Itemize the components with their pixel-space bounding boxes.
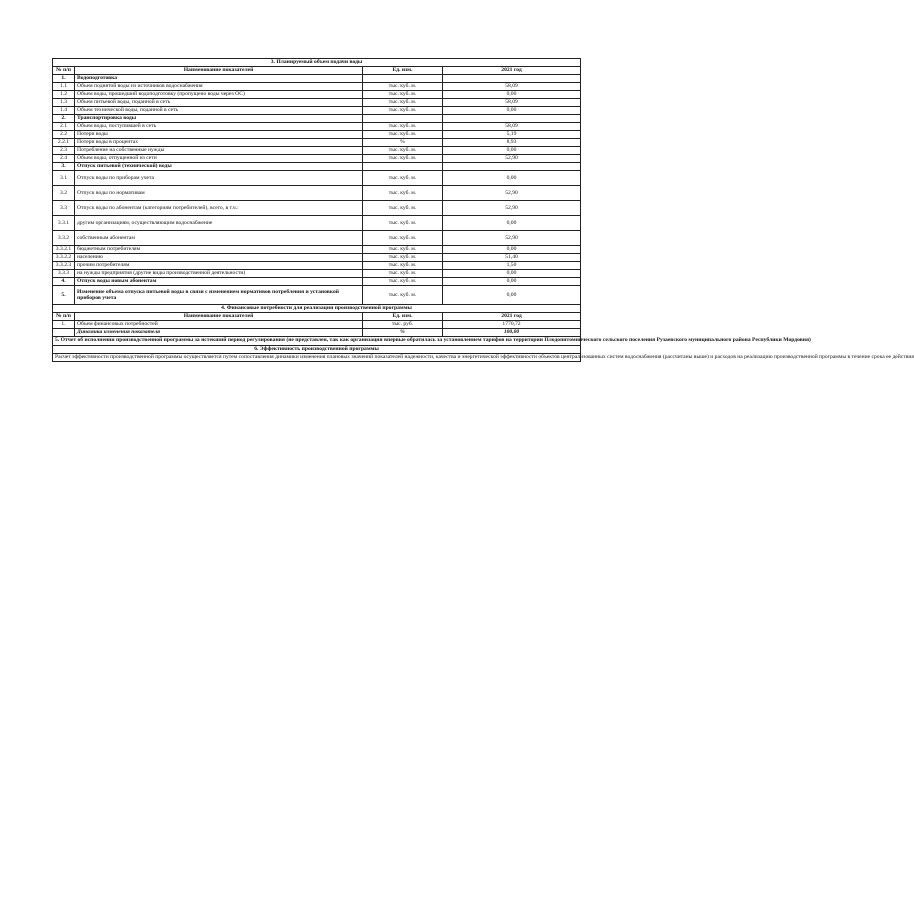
table-row: [53, 155, 581, 163]
row-number: 3.3.3: [53, 270, 75, 278]
section3-title: 3. Планируемый объем подачи воды: [53, 59, 581, 67]
row-unit: тыс. куб. м.: [363, 270, 443, 278]
row-indicator-name: на нужды предприятия (другие виды производственной деятельности): [75, 270, 363, 278]
header-value: 2021 год: [443, 313, 581, 321]
row-indicator-name: собственным абонентам: [75, 231, 363, 246]
row-value: 8,93: [443, 139, 581, 147]
row-indicator-name: Отпуск воды по нормативам: [75, 186, 363, 201]
table-row: [53, 186, 581, 201]
header-value: 2021 год: [443, 67, 581, 75]
row-value: 52,90: [443, 186, 581, 201]
row-unit: тыс. куб. м.: [363, 171, 443, 186]
row-unit: тыс. куб. м.: [363, 131, 443, 139]
row-value: 58,09: [443, 99, 581, 107]
table-row: [53, 270, 581, 278]
row-indicator-name: Объем воды, прошедший водоподготовку (пропущено воды через ОС): [75, 91, 363, 99]
table-row: [53, 262, 581, 270]
table-row: [53, 83, 581, 91]
row-unit: тыс. куб. м.: [363, 99, 443, 107]
table-row: [53, 99, 581, 107]
header-num: № п/п: [53, 313, 75, 321]
row-indicator-name: бюджетным потребителям: [75, 246, 363, 254]
row-indicator-name: населению: [75, 254, 363, 262]
row-value: 0,00: [443, 216, 581, 231]
row-indicator-name: Транспортировка воды: [75, 115, 363, 123]
row-indicator-name: прочим потребителям: [75, 262, 363, 270]
row-value: 0,00: [443, 171, 581, 186]
row-number: 2.3: [53, 147, 75, 155]
table-row: [53, 131, 581, 139]
water-supply-table: [52, 58, 914, 362]
row-indicator-name: другим организациям, осуществляющим водоснабжение: [75, 216, 363, 231]
table-row: [53, 123, 581, 131]
row-number: 3.3: [53, 201, 75, 216]
row-value: 0,00: [443, 278, 581, 286]
row-unit: тыс. куб. м.: [363, 123, 443, 131]
row-unit: %: [363, 139, 443, 147]
row-indicator-name: Потери воды: [75, 131, 363, 139]
row-unit: тыс. куб. м.: [363, 186, 443, 201]
row-value: 52,90: [443, 231, 581, 246]
row-number: 2.1: [53, 123, 75, 131]
row-value: [443, 163, 581, 171]
row-number: 3.3.2.3: [53, 262, 75, 270]
row-unit: тыс. куб. м.: [363, 155, 443, 163]
row-indicator-name: Объем воды, поступившей в сеть: [75, 123, 363, 131]
table-row: [53, 107, 581, 115]
section4-title: 4. Финансовые потребности для реализации производственной программы: [53, 305, 581, 313]
row-value: 1,50: [443, 262, 581, 270]
row-unit: [363, 163, 443, 171]
row-value: [443, 75, 581, 83]
row-indicator-name: Потребление на собственные нужды: [75, 147, 363, 155]
table-row: [53, 286, 581, 305]
table-row: [53, 75, 581, 83]
row-number: 2.2: [53, 131, 75, 139]
row-unit: тыс. куб. м.: [363, 254, 443, 262]
table-row: [53, 147, 581, 155]
row-unit: [363, 75, 443, 83]
row-unit: %: [363, 329, 443, 337]
row-number: 1.2: [53, 91, 75, 99]
row-number: 4.: [53, 278, 75, 286]
row-unit: тыс. куб. м.: [363, 262, 443, 270]
row-unit: тыс. куб. м.: [363, 107, 443, 115]
row-value: 52,90: [443, 155, 581, 163]
table-row: [53, 163, 581, 171]
row-value: [443, 115, 581, 123]
row-unit: [363, 115, 443, 123]
row-indicator-name: Объем финансовых потребностей: [75, 321, 363, 329]
table-row: [53, 278, 581, 286]
row-unit: тыс. куб. м.: [363, 216, 443, 231]
row-indicator-name: Отпуск воды по приборам учета: [75, 171, 363, 186]
row-number: 3.: [53, 163, 75, 171]
row-number: 1.1: [53, 83, 75, 91]
table-row: [53, 246, 581, 254]
row-indicator-name: Отпуск питьевой (технической) воды: [75, 163, 363, 171]
row-number: 3.3.2.2: [53, 254, 75, 262]
row-number: 3.3.2.1: [53, 246, 75, 254]
table-row: [53, 329, 581, 337]
section6-efficiency-text: Расчет эффективности производственной программы осуществляется путем сопоставления динамики изменения плановых значений показателей надежности, качества и энергетической эффективности объектов централизованных систем водоснабжения (рассчитаны выше) и расходов на реализацию производственной программы в течение срока ее действия: [53, 353, 581, 362]
row-unit: тыс. куб. м.: [363, 201, 443, 216]
section5-report-text: 5. Отчет об исполнении производственной программы за истекший период регулирования (не представлен, так как организация впервые обратилась за установлением тарифов на территории Плодопитомнического сельского поселения Рузаевского муниципального района Республики Мордовия): [53, 337, 581, 346]
section3-header-row: [53, 67, 581, 75]
table-row: [53, 139, 581, 147]
row-value: 0,00: [443, 270, 581, 278]
row-number: 5.: [53, 286, 75, 305]
row-indicator-name: Изменение объема отпуска питьевой воды в связи с изменением нормативов потребления и установкой приборов учета: [75, 286, 363, 305]
row-value: 0,00: [443, 107, 581, 115]
table-row: [53, 254, 581, 262]
row-unit: тыс. куб. м.: [363, 286, 443, 305]
header-unit: Ед. изм.: [363, 67, 443, 75]
row-indicator-name: Потери воды в процентах: [75, 139, 363, 147]
section4-header-row: [53, 313, 581, 321]
table-row: [53, 231, 581, 246]
row-indicator-name: Объем поднятой воды из источников водоснабжения: [75, 83, 363, 91]
row-number: 3.3.1: [53, 216, 75, 231]
row-value: 58,09: [443, 123, 581, 131]
section6-title: 6. Эффективность производственной программы: [53, 345, 581, 353]
table-row: [53, 201, 581, 216]
row-unit: тыс. куб. м.: [363, 83, 443, 91]
row-indicator-name: Объем воды, отпущенной из сети: [75, 155, 363, 163]
header-num: № п/п: [53, 67, 75, 75]
row-unit: тыс. куб. м.: [363, 147, 443, 155]
table-row: [53, 171, 581, 186]
row-number: 3.1: [53, 171, 75, 186]
row-number: [53, 329, 75, 337]
row-unit: тыс. куб. м.: [363, 246, 443, 254]
row-indicator-name: Динамика изменения показателя: [75, 329, 363, 337]
row-value: 0,00: [443, 147, 581, 155]
row-value: 5,19: [443, 131, 581, 139]
row-unit: тыс. куб. м.: [363, 91, 443, 99]
row-indicator-name: Объем питьевой воды, поданной в сеть: [75, 99, 363, 107]
row-indicator-name: Объем технической воды, поданной в сеть: [75, 107, 363, 115]
header-name: Наименование показателей: [75, 313, 363, 321]
row-indicator-name: Отпуск воды по абонентам (категориям потребителей), всего, в т.ч.:: [75, 201, 363, 216]
row-value: 1770,72: [443, 321, 581, 329]
row-value: 51,40: [443, 254, 581, 262]
header-unit: Ед. изм.: [363, 313, 443, 321]
row-number: 1.: [53, 75, 75, 83]
row-value: 52,90: [443, 201, 581, 216]
row-number: 3.2: [53, 186, 75, 201]
row-number: 1.: [53, 321, 75, 329]
row-indicator-name: Водоподготовка: [75, 75, 363, 83]
row-unit: тыс. куб. м.: [363, 278, 443, 286]
row-value: 0,00: [443, 286, 581, 305]
row-value: 58,09: [443, 83, 581, 91]
table-row: [53, 216, 581, 231]
row-number: 2.2.1: [53, 139, 75, 147]
header-name: Наименование показателей: [75, 67, 363, 75]
row-value: 0,00: [443, 246, 581, 254]
row-number: 1.3: [53, 99, 75, 107]
row-indicator-name: Отпуск воды новым абонентам: [75, 278, 363, 286]
row-value: 0,00: [443, 91, 581, 99]
table-row: [53, 321, 581, 329]
table-row: [53, 115, 581, 123]
row-number: 2.: [53, 115, 75, 123]
row-number: 1.4: [53, 107, 75, 115]
row-unit: тыс. руб.: [363, 321, 443, 329]
row-unit: тыс. куб. м.: [363, 231, 443, 246]
row-number: 3.3.2: [53, 231, 75, 246]
table-row: [53, 91, 581, 99]
row-number: 2.4: [53, 155, 75, 163]
row-value: 100,00: [443, 329, 581, 337]
document-page: [52, 58, 914, 362]
